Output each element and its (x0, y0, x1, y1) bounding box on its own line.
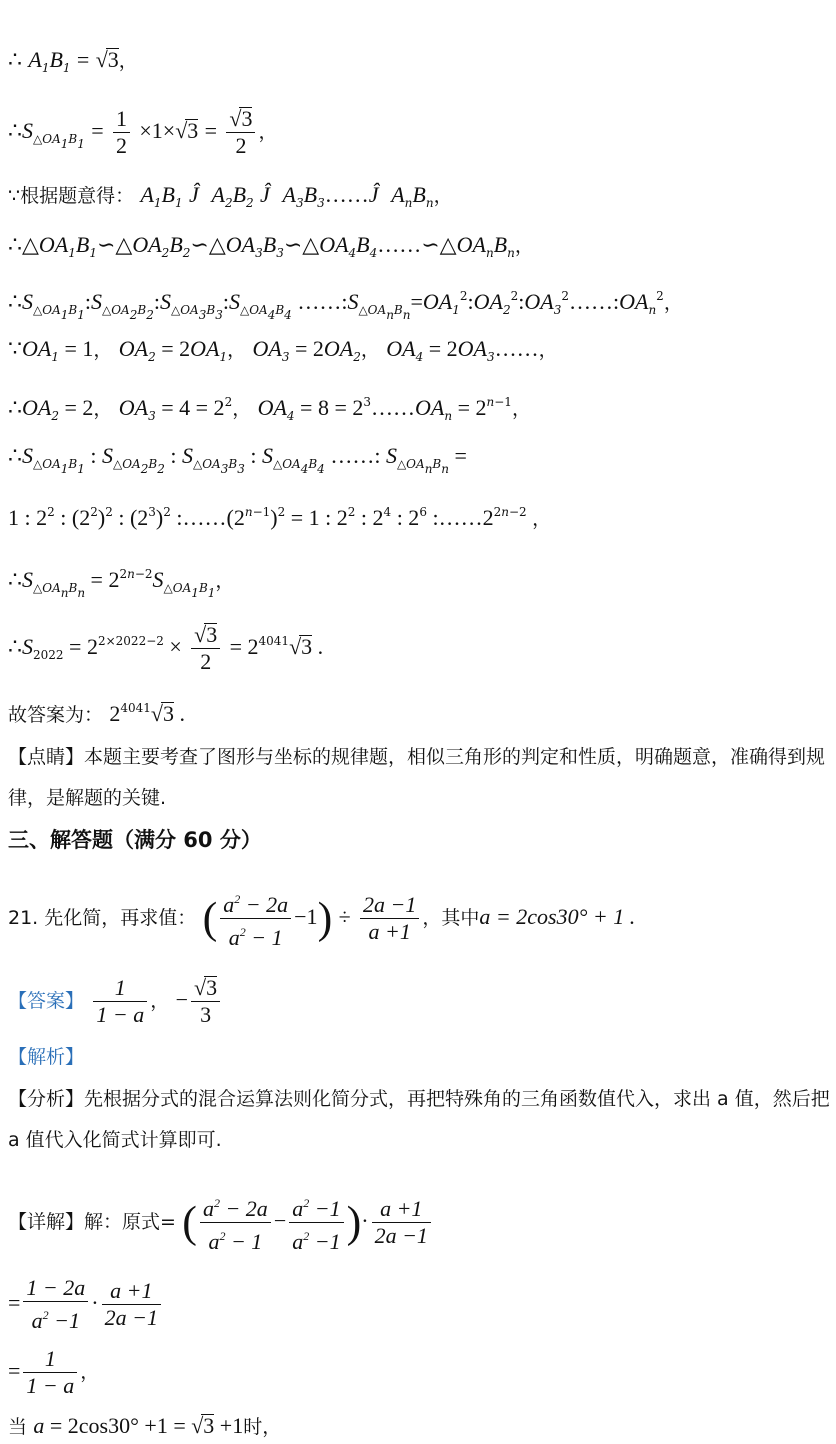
dianjing-text: 本题主要考查了图形与坐标的规律题，相似三角形的判定和性质，明确题意，准确得到规律，是解题的关键. (8, 746, 826, 809)
xiangjie-prefix: 解：原式= (84, 1211, 176, 1233)
line-2: $\therefore S_{\triangle OA_1B_1}$ = $\frac{1}{2}$ ×1×√3 = $\frac{√3}{2}$ ， (8, 106, 278, 158)
xiangjie-label: 【详解】 (8, 1211, 85, 1233)
question-21: 21. 先化简，再求值： ( $\frac{a^2 - 2a}{a^2 - 1}$ −1) ÷ $\frac{2a -1}{a +1}$ ，其中a = 2cos30° + 1 . (8, 886, 828, 951)
answer-prefix: 故答案为： (8, 704, 104, 726)
fenxi-paragraph (8, 1078, 832, 1160)
q21-prefix: 21. 先化简，再求值： (8, 907, 197, 929)
last-prefix: 当 (8, 1416, 28, 1438)
step-3: = $\frac{1}{1 - a}$ ， (8, 1346, 100, 1398)
section-heading: 三、解答题（满分 60 分） (8, 828, 262, 852)
line-3: ∵根据题意得： $A_1B_1$ Ĵ $A_2B_2$ Ĵ $A_3B_3\dots\dots Ĵ$ $A_nB_n$， (8, 182, 453, 210)
line-1: ∴ $A_1B_1 = √3$， (8, 47, 138, 75)
line-4: $\therefore\triangle OA_1B_1∽\triangle OA_2B_2∽\triangle OA_3B_3∽\triangle OA_4B_4\dots\dots∽\triangle OA_nB_n$， (8, 232, 534, 260)
line-3-prefix: ∵根据题意得： (8, 185, 135, 207)
answer-label: 【答案】 (8, 990, 85, 1012)
line-8: $\therefore S_{\triangle OA_1B_1}$ : $S_{\triangle OA_2B_2}$ : $S_{\triangle OA_3B_3}$ : $S_{\triangle OA_4B_4}$ ……: $S_{\triangle OA_nB_n}$ = (8, 443, 467, 476)
line-7: $\therefore OA_2 = 2$， $OA_3 = 4 = 2^2$， $OA_4 = 8$ = $2^3\dots\dots OA_n = 2^{n-1}$， (8, 395, 531, 423)
dianjing-paragraph (8, 736, 832, 818)
line-12: 故答案为： $2^{4041}√3$ . (8, 701, 185, 726)
line-10: $\therefore S_{\triangle OA_nB_n} = 2^{2n-2}S_{\triangle OA_1B_1}$， (8, 567, 235, 600)
answer-line: 【答案】 $\frac{1}{1 - a}$ ， − $\frac{√3}{3}$ (8, 975, 828, 1028)
line-5: $\therefore S_{\triangle OA_1B_1}:S_{\triangle OA_2B_2}:S_{\triangle OA_3B_3}:S_{\triangle OA_4B_4}$ $\dots\dots:S_{\triangle OA_nB_n}=OA_1^2:OA_2^2:OA_3^2\dots\dots:OA_n^2$， (8, 289, 683, 322)
last-suffix: 时， (243, 1416, 282, 1438)
last-line: 当 a = 2cos30° +1 = √3 +1时， (8, 1413, 282, 1438)
fenxi-label: 【分析】 (8, 1088, 85, 1110)
step-2: = $\frac{1 - 2a}{a^2 -1}$ · $\frac{a +1}{2a -1}$ (8, 1275, 828, 1334)
line-9: 1 : $2^2$ : $(2^2)^2$ : $(2^3)^2$ $:\dots\dots(2^{n-1})^2 = 1$ : $2^2$ : $2^4$ : $2^6$ $:\dots\dots 2^{2n-2}$ ， (8, 505, 552, 530)
q21-condition: a = 2cos30° + 1 . (479, 904, 636, 929)
analysis-label: 【解析】 (8, 1046, 85, 1068)
fenxi-text: 先根据分式的混合运算法则化简分式，再把特殊角的三角函数值代入，求出 a 值，然后把 a 值代入化简式计算即可. (8, 1088, 830, 1151)
line-6: $\because OA_1 = 1$， $OA_2 = 2OA_1$， $OA_3 = 2OA_2$， $OA_4$ = $2OA_3\dots\dots$， (8, 336, 558, 364)
xiangjie-line: 【详解】解：原式= ( $\frac{a^2 - 2a}{a^2 - 1}$ − $\frac{a^2 -1}{a^2 -1}$ )· $\frac{a +1}{2a -1}$ (8, 1190, 828, 1255)
q21-suffix-cn: ，其中 (422, 907, 480, 929)
dianjing-label: 【点睛】 (8, 746, 85, 768)
line-11: $\therefore S_{2022} = 2^{2\times 2022-2}$ × $\frac{√3}{2}$ = $2^{4041}√3$ . (8, 622, 324, 674)
analysis-line (8, 1042, 828, 1071)
